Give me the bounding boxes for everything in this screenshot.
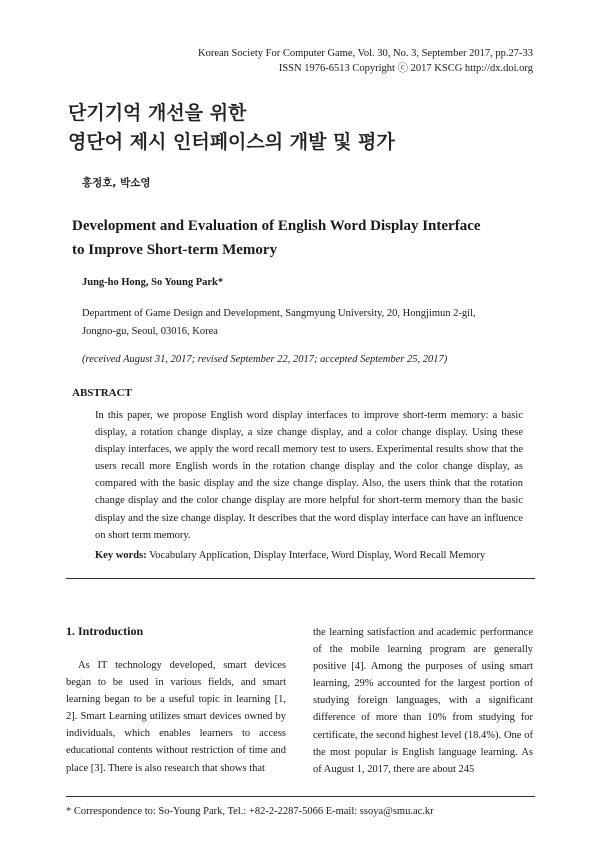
right-column-text: the learning satisfaction and academic performance of the mobile learning program are generally positive [4]. Among the purposes of using smart learning, 29% accounted for the largest portion of studying foreign languages, with a significant difference of more than 10% from studying for certificate, the second highest level (18.4%). One of the most popular is English language learning. As of August 1, 2017, there are about 245 (313, 627, 533, 775)
korean-title (68, 99, 395, 157)
keywords-text: Vocabulary Application, Display Interface, Word Display, Word Recall Memory (149, 550, 486, 561)
english-title (72, 214, 542, 262)
keywords-label: Key words: (95, 550, 147, 561)
affiliation-line2: Jongno-gu, Seoul, 03016, Korea (82, 326, 218, 337)
affiliation-line1: Department of Game Design and Development, Sangmyung University, 20, Hongjimun 2-gil, (82, 308, 476, 319)
correspondence-footnote: * Correspondence to: So-Young Park, Tel.: +82-2-2287-5066 E-mail: ssoya@smu.ac.kr (66, 806, 434, 817)
abstract-heading: ABSTRACT (72, 387, 132, 399)
section-heading: 1. Introduction (66, 624, 144, 638)
korean-authors: 홍정호, 박소영 (82, 177, 151, 189)
divider-top (66, 578, 535, 579)
english-title-line2: to Improve Short-term Memory (72, 242, 278, 258)
divider-footnote (66, 796, 535, 797)
korean-title-line2: 영단어 제시 인터페이스의 개발 및 평가 (68, 131, 395, 153)
left-column (66, 657, 286, 777)
english-authors: Jung-ho Hong, So Young Park* (82, 277, 224, 288)
affiliation (82, 305, 522, 341)
korean-title-line1: 단기기억 개선을 위한 (68, 102, 247, 124)
keywords (95, 550, 485, 561)
right-column (313, 624, 533, 778)
abstract-text: In this paper, we propose English word display interfaces to improve short-term memory: a basic display, a rotation change display, a size change display, and a color change display. Using these display interfaces, we apply the word recall memory test to users. Experimental results show that the users recall more English words in the rotation change display and the color change display, as compared with the basic display and the size change display. Also, the users think that the rotation change display and the color change display are more helpful for short-term memory than the basic display and the size change display. It describes that the word display interface can have an influence on short term memory. (95, 410, 523, 541)
left-column-text: As IT technology developed, smart devices began to be used in various fields, and smart learning began to be a useful topic in learning [1, 2]. Smart Learning utilizes smart devices owned by individuals, which enables learners to access educational contents without restriction of time and place [3]. There is also research that shows that (66, 660, 286, 774)
journal-citation: Korean Society For Computer Game, Vol. 30, No. 3, September 2017, pp.27-33 (198, 48, 533, 59)
english-title-line1: Development and Evaluation of English Word Display Interface (72, 218, 481, 234)
submission-dates: (received August 31, 2017; revised September 22, 2017; accepted September 25, 2017) (82, 354, 448, 365)
journal-issn: ISSN 1976-6513 Copyright ⓒ 2017 KSCG http://dx.doi.org (278, 63, 533, 74)
